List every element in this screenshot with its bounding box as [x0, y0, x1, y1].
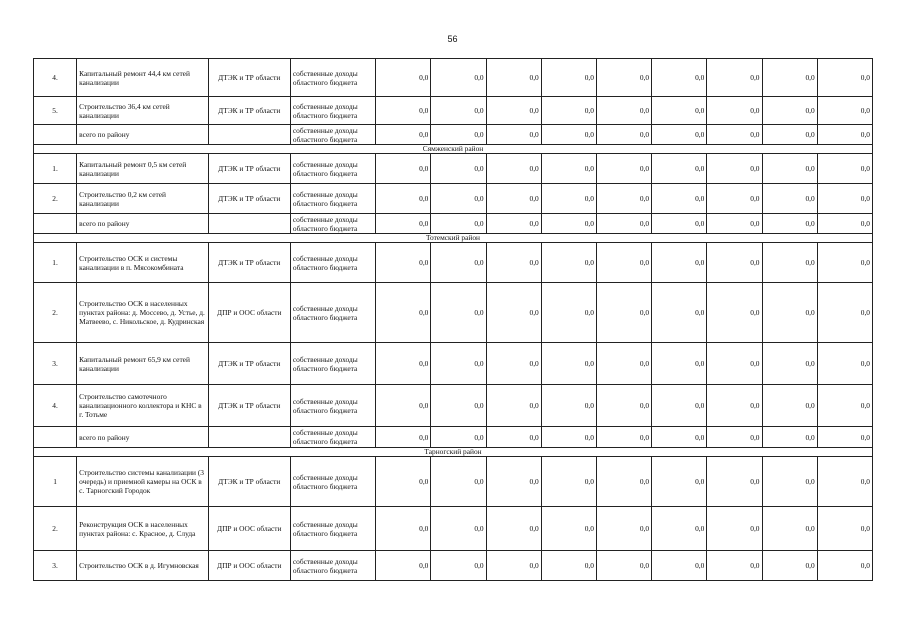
table-row — [34, 507, 873, 551]
amount-cell: 0,0 — [652, 97, 707, 125]
amount-cell: 0,0 — [707, 97, 762, 125]
district-name: Тотемский район — [34, 234, 873, 243]
funding-source: собственные доходы областного бюджета — [290, 457, 375, 507]
amount-cell: 0,0 — [596, 184, 651, 214]
amount-cell: 0,0 — [541, 97, 596, 125]
amount-cell: 0,0 — [762, 243, 817, 283]
measure-name: Строительство 0,2 км сетей канализации — [77, 184, 208, 214]
table-row — [34, 457, 873, 507]
executor: ДПР и ООС области — [208, 507, 290, 551]
amount-cell: 0,0 — [431, 59, 486, 97]
amount-cell: 0,0 — [817, 343, 872, 385]
table-row — [34, 59, 873, 97]
amount-cell: 0,0 — [817, 184, 872, 214]
amount-cell: 0,0 — [541, 214, 596, 234]
amount-cell: 0,0 — [707, 427, 762, 448]
executor: ДТЭК и ТР области — [208, 457, 290, 507]
funding-source: собственные доходы областного бюджета — [290, 427, 375, 448]
district-header-row — [34, 234, 873, 243]
executor: ДТЭК и ТР области — [208, 184, 290, 214]
amount-cell: 0,0 — [486, 243, 541, 283]
amount-cell: 0,0 — [596, 427, 651, 448]
funding-source: собственные доходы областного бюджета — [290, 214, 375, 234]
amount-cell: 0,0 — [652, 283, 707, 343]
row-number — [34, 427, 77, 448]
amount-cell: 0,0 — [762, 154, 817, 184]
measure-name: Строительство ОСК в населенных пунктах района: д. Моссево, д. Устье, д. Матвеево, с. Никольское, д. Кудринская — [77, 283, 208, 343]
amount-cell: 0,0 — [707, 551, 762, 581]
page-number: 56 — [447, 34, 458, 44]
amount-cell: 0,0 — [652, 154, 707, 184]
amount-cell: 0,0 — [541, 551, 596, 581]
table-row — [34, 385, 873, 427]
amount-cell: 0,0 — [652, 385, 707, 427]
amount-cell: 0,0 — [707, 343, 762, 385]
amount-cell: 0,0 — [762, 385, 817, 427]
row-number: 2. — [34, 184, 77, 214]
funding-source: собственные доходы областного бюджета — [290, 385, 375, 427]
executor: ДТЭК и ТР области — [208, 59, 290, 97]
funding-source: собственные доходы областного бюджета — [290, 184, 375, 214]
amount-cell: 0,0 — [486, 214, 541, 234]
amount-cell: 0,0 — [817, 214, 872, 234]
amount-cell: 0,0 — [431, 457, 486, 507]
amount-cell: 0,0 — [541, 457, 596, 507]
district-header-row — [34, 145, 873, 154]
executor: ДТЭК и ТР области — [208, 385, 290, 427]
row-number: 4. — [34, 385, 77, 427]
amount-cell: 0,0 — [762, 427, 817, 448]
row-number — [34, 125, 77, 145]
amount-cell: 0,0 — [486, 59, 541, 97]
amount-cell: 0,0 — [376, 125, 431, 145]
amount-cell: 0,0 — [762, 507, 817, 551]
row-number: 3. — [34, 551, 77, 581]
amount-cell: 0,0 — [541, 154, 596, 184]
amount-cell: 0,0 — [431, 507, 486, 551]
amount-cell: 0,0 — [652, 551, 707, 581]
amount-cell: 0,0 — [652, 243, 707, 283]
amount-cell: 0,0 — [817, 427, 872, 448]
amount-cell: 0,0 — [817, 507, 872, 551]
amount-cell: 0,0 — [596, 551, 651, 581]
amount-cell: 0,0 — [707, 457, 762, 507]
table-row — [34, 551, 873, 581]
measure-name: Строительство ОСК в д. Игумновская — [77, 551, 208, 581]
table-row — [34, 343, 873, 385]
amount-cell: 0,0 — [431, 385, 486, 427]
amount-cell: 0,0 — [596, 125, 651, 145]
amount-cell: 0,0 — [431, 154, 486, 184]
amount-cell: 0,0 — [596, 385, 651, 427]
amount-cell: 0,0 — [707, 214, 762, 234]
district-name: Тарногский район — [34, 448, 873, 457]
amount-cell: 0,0 — [376, 59, 431, 97]
row-number: 1. — [34, 154, 77, 184]
amount-cell: 0,0 — [541, 243, 596, 283]
amount-cell: 0,0 — [762, 283, 817, 343]
funding-source: собственные доходы областного бюджета — [290, 97, 375, 125]
amount-cell: 0,0 — [486, 385, 541, 427]
amount-cell: 0,0 — [596, 507, 651, 551]
funding-source: собственные доходы областного бюджета — [290, 551, 375, 581]
amount-cell: 0,0 — [817, 154, 872, 184]
amount-cell: 0,0 — [652, 507, 707, 551]
amount-cell: 0,0 — [762, 59, 817, 97]
row-number: 4. — [34, 59, 77, 97]
amount-cell: 0,0 — [596, 283, 651, 343]
amount-cell: 0,0 — [817, 243, 872, 283]
measure-name: Реконструкция ОСК в населенных пунктах района: с. Красное, д. Слуда — [77, 507, 208, 551]
amount-cell: 0,0 — [486, 457, 541, 507]
amount-cell: 0,0 — [707, 125, 762, 145]
executor: ДПР и ООС области — [208, 283, 290, 343]
executor: ДТЭК и ТР области — [208, 343, 290, 385]
measure-name: Строительство 36,4 км сетей канализации — [77, 97, 208, 125]
amount-cell: 0,0 — [541, 427, 596, 448]
amount-cell: 0,0 — [541, 507, 596, 551]
amount-cell: 0,0 — [817, 125, 872, 145]
amount-cell: 0,0 — [376, 184, 431, 214]
funding-source: собственные доходы областного бюджета — [290, 59, 375, 97]
amount-cell: 0,0 — [431, 551, 486, 581]
table-row — [34, 97, 873, 125]
amount-cell: 0,0 — [596, 97, 651, 125]
amount-cell: 0,0 — [762, 125, 817, 145]
amount-cell: 0,0 — [431, 97, 486, 125]
amount-cell: 0,0 — [431, 125, 486, 145]
amount-cell: 0,0 — [541, 59, 596, 97]
amount-cell: 0,0 — [431, 214, 486, 234]
amount-cell: 0,0 — [707, 184, 762, 214]
measure-name: всего по району — [77, 427, 208, 448]
measure-name: Строительство самотечного канализационного коллектора и КНС в г. Тотьме — [77, 385, 208, 427]
amount-cell: 0,0 — [596, 243, 651, 283]
district-header-row — [34, 448, 873, 457]
measure-name: Капитальный ремонт 44,4 км сетей канализации — [77, 59, 208, 97]
row-number: 3. — [34, 343, 77, 385]
amount-cell: 0,0 — [376, 385, 431, 427]
executor — [208, 427, 290, 448]
amount-cell: 0,0 — [652, 125, 707, 145]
amount-cell: 0,0 — [762, 214, 817, 234]
amount-cell: 0,0 — [596, 59, 651, 97]
table-row — [34, 125, 873, 145]
amount-cell: 0,0 — [376, 97, 431, 125]
funding-source: собственные доходы областного бюджета — [290, 154, 375, 184]
table-row — [34, 283, 873, 343]
row-number: 1. — [34, 243, 77, 283]
amount-cell: 0,0 — [486, 97, 541, 125]
amount-cell: 0,0 — [431, 427, 486, 448]
amount-cell: 0,0 — [762, 551, 817, 581]
amount-cell: 0,0 — [707, 243, 762, 283]
amount-cell: 0,0 — [817, 385, 872, 427]
measure-name: Строительство системы канализации (3 очередь) и приемной камеры на ОСК в с. Тарногский Городок — [77, 457, 208, 507]
table-row — [34, 243, 873, 283]
row-number: 1 — [34, 457, 77, 507]
amount-cell: 0,0 — [817, 551, 872, 581]
amount-cell: 0,0 — [707, 59, 762, 97]
amount-cell: 0,0 — [817, 59, 872, 97]
amount-cell: 0,0 — [652, 343, 707, 385]
amount-cell: 0,0 — [541, 283, 596, 343]
amount-cell: 0,0 — [376, 427, 431, 448]
amount-cell: 0,0 — [652, 427, 707, 448]
amount-cell: 0,0 — [652, 59, 707, 97]
amount-cell: 0,0 — [541, 343, 596, 385]
executor: ДТЭК и ТР области — [208, 243, 290, 283]
amount-cell: 0,0 — [486, 154, 541, 184]
funding-source: собственные доходы областного бюджета — [290, 125, 375, 145]
amount-cell: 0,0 — [762, 343, 817, 385]
amount-cell: 0,0 — [707, 283, 762, 343]
measure-name: всего по району — [77, 214, 208, 234]
table-row — [34, 214, 873, 234]
table-row — [34, 427, 873, 448]
amount-cell: 0,0 — [486, 551, 541, 581]
amount-cell: 0,0 — [541, 385, 596, 427]
executor — [208, 214, 290, 234]
amount-cell: 0,0 — [431, 283, 486, 343]
amount-cell: 0,0 — [376, 243, 431, 283]
amount-cell: 0,0 — [486, 283, 541, 343]
amount-cell: 0,0 — [652, 184, 707, 214]
amount-cell: 0,0 — [762, 97, 817, 125]
row-number: 2. — [34, 283, 77, 343]
amount-cell: 0,0 — [431, 243, 486, 283]
amount-cell: 0,0 — [707, 385, 762, 427]
funding-source: собственные доходы областного бюджета — [290, 283, 375, 343]
table-row — [34, 184, 873, 214]
funding-source: собственные доходы областного бюджета — [290, 343, 375, 385]
row-number: 2. — [34, 507, 77, 551]
amount-cell: 0,0 — [596, 343, 651, 385]
funding-source: собственные доходы областного бюджета — [290, 243, 375, 283]
measure-name: Капитальный ремонт 65,9 км сетей канализации — [77, 343, 208, 385]
amount-cell: 0,0 — [817, 457, 872, 507]
amount-cell: 0,0 — [652, 214, 707, 234]
executor — [208, 125, 290, 145]
amount-cell: 0,0 — [596, 457, 651, 507]
amount-cell: 0,0 — [486, 184, 541, 214]
funding-source: собственные доходы областного бюджета — [290, 507, 375, 551]
amount-cell: 0,0 — [762, 457, 817, 507]
amount-cell: 0,0 — [486, 343, 541, 385]
executor: ДТЭК и ТР области — [208, 154, 290, 184]
amount-cell: 0,0 — [376, 551, 431, 581]
amount-cell: 0,0 — [376, 343, 431, 385]
executor: ДТЭК и ТР области — [208, 97, 290, 125]
amount-cell: 0,0 — [541, 184, 596, 214]
row-number: 5. — [34, 97, 77, 125]
amount-cell: 0,0 — [486, 507, 541, 551]
amount-cell: 0,0 — [486, 427, 541, 448]
amount-cell: 0,0 — [376, 507, 431, 551]
amount-cell: 0,0 — [541, 125, 596, 145]
amount-cell: 0,0 — [596, 214, 651, 234]
amount-cell: 0,0 — [707, 154, 762, 184]
amount-cell: 0,0 — [376, 214, 431, 234]
measure-name: Строительство ОСК и системы канализации в п. Мясокомбината — [77, 243, 208, 283]
measure-name: Капитальный ремонт 0,5 км сетей канализации — [77, 154, 208, 184]
amount-cell: 0,0 — [596, 154, 651, 184]
table-row — [34, 154, 873, 184]
amount-cell: 0,0 — [817, 283, 872, 343]
amount-cell: 0,0 — [707, 507, 762, 551]
district-name: Сямженский район — [34, 145, 873, 154]
amount-cell: 0,0 — [376, 457, 431, 507]
amount-cell: 0,0 — [817, 97, 872, 125]
amount-cell: 0,0 — [652, 457, 707, 507]
amount-cell: 0,0 — [486, 125, 541, 145]
amount-cell: 0,0 — [431, 343, 486, 385]
row-number — [34, 214, 77, 234]
amount-cell: 0,0 — [762, 184, 817, 214]
amount-cell: 0,0 — [376, 283, 431, 343]
amount-cell: 0,0 — [431, 184, 486, 214]
executor: ДПР и ООС области — [208, 551, 290, 581]
measure-name: всего по району — [77, 125, 208, 145]
budget-table — [33, 58, 873, 581]
amount-cell: 0,0 — [376, 154, 431, 184]
